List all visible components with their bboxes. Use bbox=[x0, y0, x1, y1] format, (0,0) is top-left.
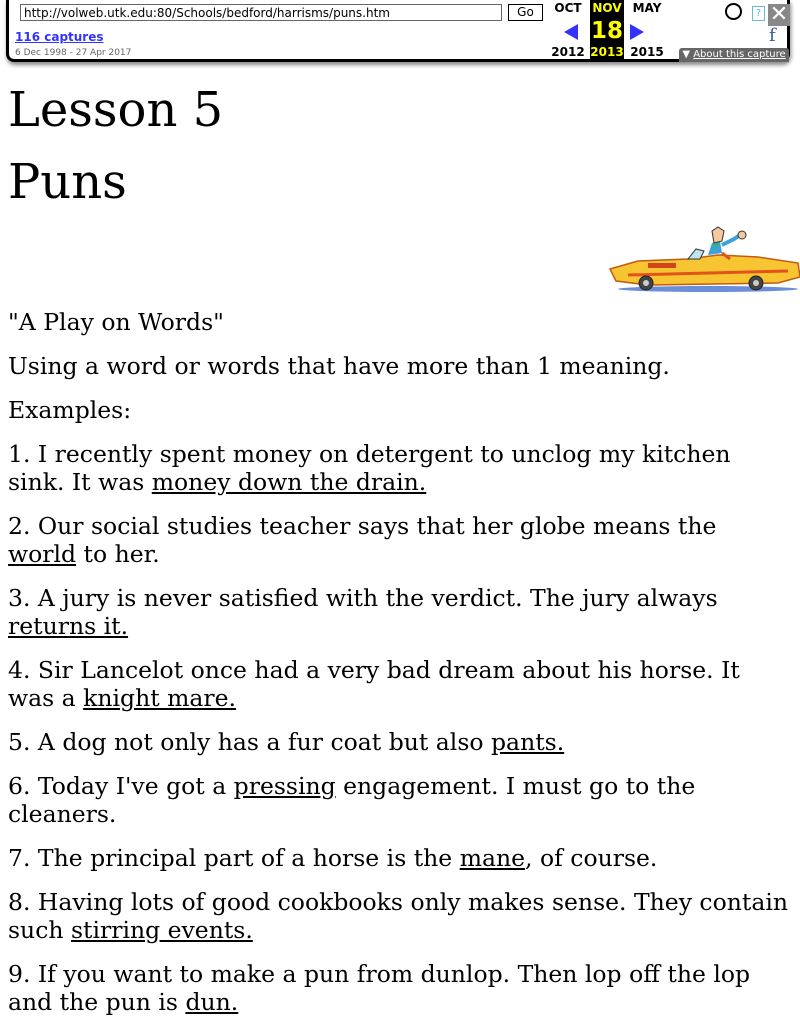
example-9-line1: 9. If you want to make a pun from dunlop. Then lop off the lop bbox=[8, 960, 751, 988]
example-6-line2: cleaners. bbox=[8, 800, 117, 828]
example-2-line2 bbox=[8, 540, 800, 568]
about-capture-label: About this capture bbox=[693, 49, 786, 60]
example-5-line1 bbox=[8, 728, 800, 756]
example-7-line1 bbox=[8, 844, 800, 872]
prev-month: OCT bbox=[554, 1, 582, 15]
example-6-text-after: engagement. I must go to the bbox=[335, 772, 696, 800]
example-4 bbox=[8, 656, 800, 712]
current-capture bbox=[590, 0, 624, 62]
next-arrow-icon[interactable] bbox=[630, 24, 644, 40]
page-title-lesson: Lesson 5 bbox=[8, 82, 224, 138]
car-cartoon-image bbox=[608, 225, 800, 295]
example-5-text: 5. A dog not only has a fur coat but also bbox=[8, 728, 492, 756]
example-6-line1 bbox=[8, 772, 800, 800]
example-5-pun: pants. bbox=[491, 728, 565, 756]
example-9-text: and the pun is bbox=[8, 988, 186, 1016]
next-month: MAY bbox=[632, 1, 662, 15]
prev-year: 2012 bbox=[551, 45, 585, 59]
about-capture-button[interactable] bbox=[679, 48, 789, 62]
example-8-text: such bbox=[8, 916, 71, 944]
go-button[interactable]: Go bbox=[508, 4, 543, 21]
loading-circle-icon bbox=[725, 3, 742, 20]
current-month: NOV bbox=[592, 1, 622, 15]
current-year: 2013 bbox=[590, 45, 624, 59]
captures-link[interactable]: 116 captures bbox=[15, 30, 104, 44]
url-input[interactable] bbox=[20, 4, 502, 21]
page-title-puns: Puns bbox=[8, 154, 127, 210]
example-3 bbox=[8, 584, 800, 640]
example-2-line1: 2. Our social studies teacher says that her globe means the bbox=[8, 512, 717, 540]
example-2 bbox=[8, 512, 800, 568]
example-1-pun: money down the drain. bbox=[151, 468, 427, 496]
example-9-pun: dun. bbox=[185, 988, 239, 1016]
facebook-icon[interactable]: f bbox=[769, 25, 776, 46]
examples-label: Examples: bbox=[8, 396, 132, 424]
example-4-line2 bbox=[8, 684, 800, 712]
definition: Using a word or words that have more than 1 meaning. bbox=[8, 352, 670, 380]
example-1-line2 bbox=[8, 468, 800, 496]
example-3-line1: 3. A jury is never satisfied with the verdict. The jury always bbox=[8, 584, 718, 612]
example-3-line2 bbox=[8, 612, 800, 640]
example-8-line1: 8. Having lots of good cookbooks only makes sense. They contain bbox=[8, 888, 788, 916]
close-icon[interactable]: ✕ bbox=[769, 2, 789, 27]
next-year: 2015 bbox=[630, 45, 664, 59]
example-5 bbox=[8, 728, 800, 756]
example-6-pun: pressing bbox=[233, 772, 336, 800]
example-2-text: to her. bbox=[76, 540, 160, 568]
prev-arrow-icon[interactable] bbox=[564, 24, 578, 40]
wayback-toolbar bbox=[6, 0, 790, 62]
example-9-line2 bbox=[8, 988, 800, 1016]
example-7-pun: mane bbox=[459, 844, 526, 872]
example-8-pun: stirring events. bbox=[70, 916, 253, 944]
example-2-pun: world bbox=[8, 540, 77, 568]
current-day: 18 bbox=[590, 18, 623, 44]
example-7-text-after: , of course. bbox=[525, 844, 658, 872]
capture-date-range: 6 Dec 1998 - 27 Apr 2017 bbox=[15, 48, 132, 58]
example-8 bbox=[8, 888, 800, 944]
help-icon[interactable]: ? bbox=[752, 6, 765, 21]
example-8-line2 bbox=[8, 916, 800, 944]
example-1-line1: 1. I recently spent money on detergent to unclog my kitchen bbox=[8, 440, 731, 468]
example-4-pun: knight mare. bbox=[83, 684, 237, 712]
about-arrow-icon: ▼ bbox=[682, 49, 691, 60]
example-6 bbox=[8, 772, 800, 828]
example-7-text: 7. The principal part of a horse is the bbox=[8, 844, 460, 872]
example-7 bbox=[8, 844, 800, 872]
example-3-pun: returns it. bbox=[8, 612, 129, 640]
example-1-text: sink. It was bbox=[8, 468, 152, 496]
example-4-line1: 4. Sir Lancelot once had a very bad dream about his horse. It bbox=[8, 656, 740, 684]
example-9 bbox=[8, 960, 800, 1016]
example-1 bbox=[8, 440, 800, 496]
subtitle: "A Play on Words" bbox=[8, 308, 224, 336]
example-4-text: was a bbox=[8, 684, 84, 712]
example-6-text: 6. Today I've got a bbox=[8, 772, 234, 800]
